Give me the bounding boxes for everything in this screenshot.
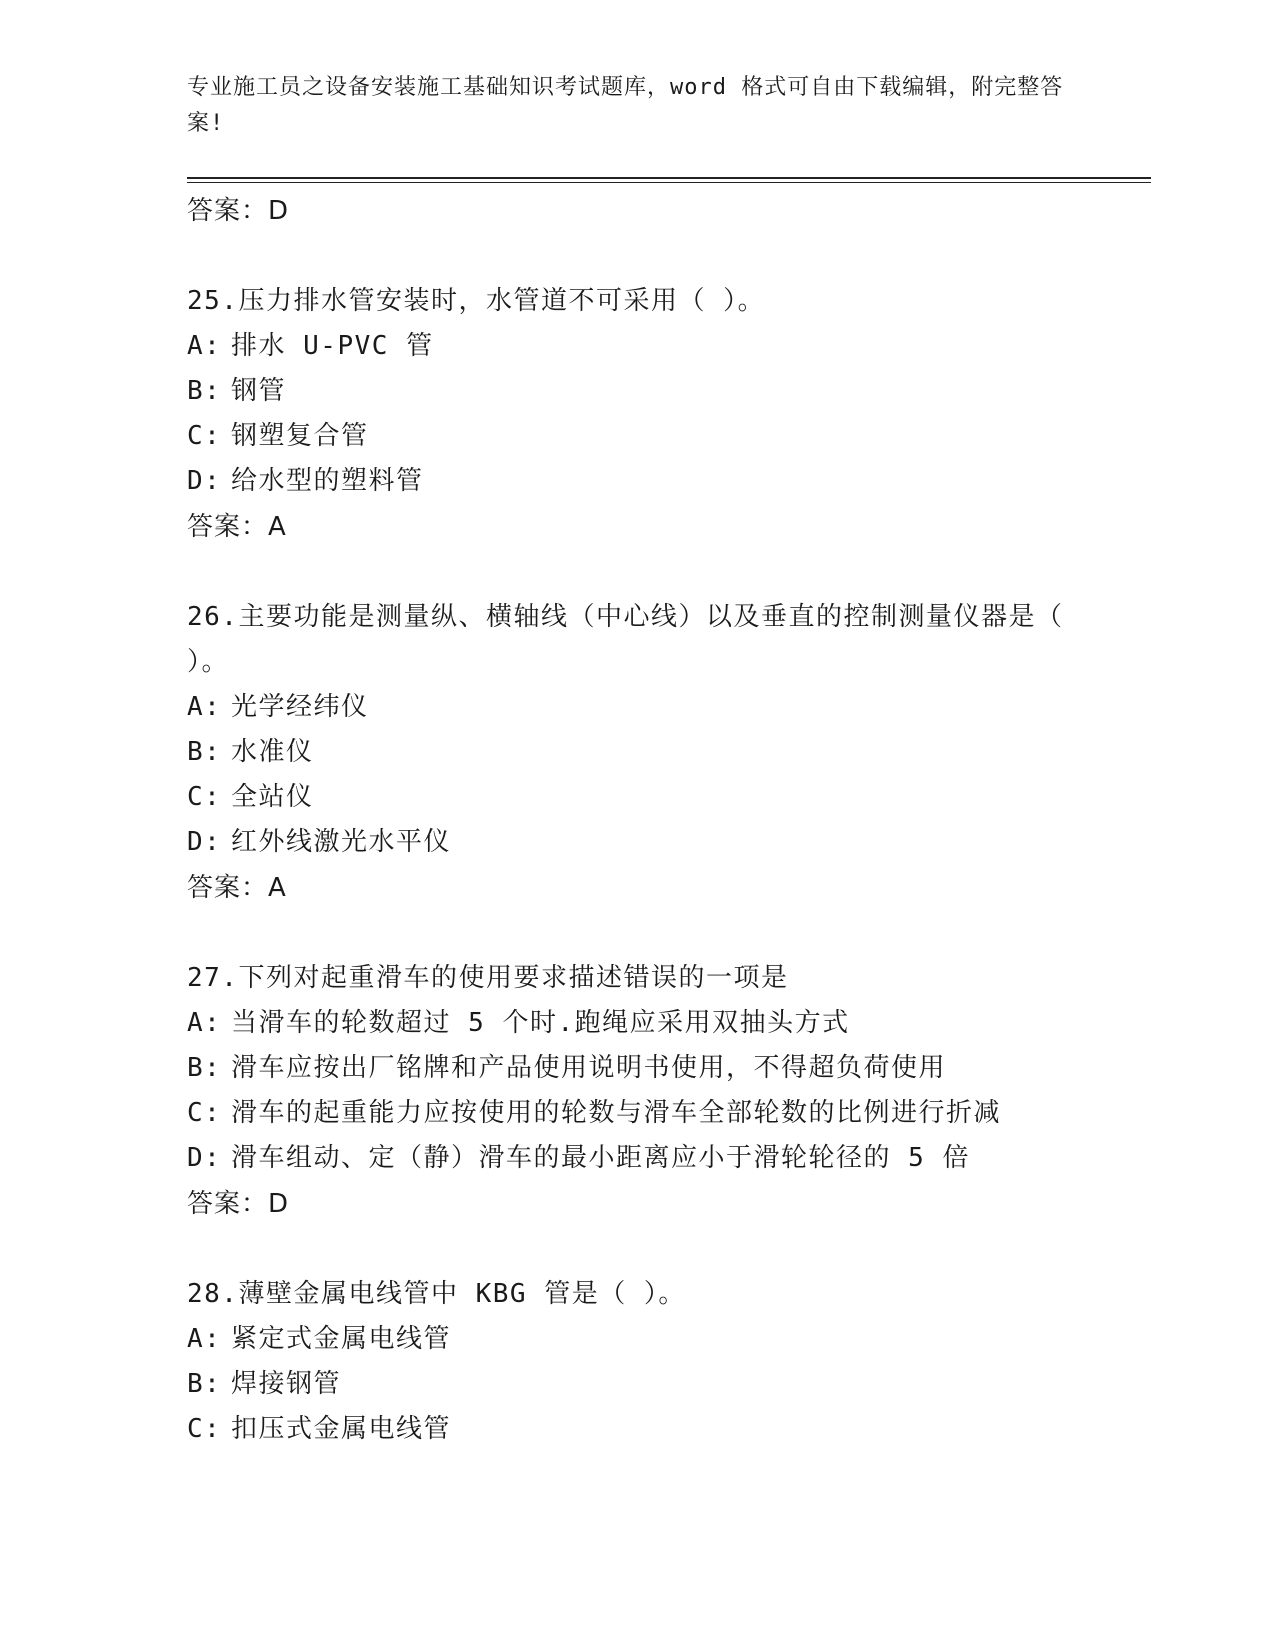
option-text: 当滑车的轮数超过 5 个时.跑绳应采用双抽头方式 [231,1008,850,1038]
question-number: 28. [187,1279,239,1309]
question-stem: 压力排水管安装时，水管道不可采用（ ）。 [238,286,766,316]
question-stem: 薄壁金属电线管中 KBG 管是（ ）。 [238,1279,686,1309]
option-a [187,1317,1147,1362]
answer-line [187,188,1147,234]
question-text [187,595,1087,685]
question-stem: 主要功能是测量纵、横轴线（中心线）以及垂直的控制测量仪器是（ ）。 [187,602,1064,677]
question-block [187,1272,1147,1452]
answer-label: 答案： [187,196,269,226]
option-letter: C: [187,421,222,451]
option-b [187,1362,1147,1407]
option-letter: D: [187,1143,222,1173]
option-d [187,820,1147,865]
answer-label: 答案： [187,873,269,903]
option-letter: C: [187,1098,222,1128]
option-b [187,1046,1147,1091]
question-text [187,956,1147,1001]
option-a [187,324,1147,369]
question-block [187,956,1147,1227]
answer-label: 答案： [187,1189,269,1219]
option-letter: B: [187,376,222,406]
answer-line [187,504,1147,550]
option-b [187,730,1147,775]
answer-line [187,1181,1147,1227]
header-rule-thick [187,177,1151,179]
question-list [187,188,1147,1452]
header-text: 专业施工员之设备安装施工基础知识考试题库，word 格式可自由下载编辑，附完整答案! [187,75,1064,136]
option-a [187,685,1147,730]
question-number: 27. [187,963,239,993]
option-text: 水准仪 [231,737,314,767]
option-text: 光学经纬仪 [231,692,369,722]
option-letter: A: [187,331,222,361]
question-text [187,1272,1147,1317]
option-text: 滑车组动、定（静）滑车的最小距离应小于滑轮轮径的 5 倍 [231,1143,970,1173]
question-block [187,279,1147,550]
question-text [187,279,1147,324]
document-header [187,70,1067,142]
option-text: 给水型的塑料管 [231,466,424,496]
answer-value: D [268,196,290,226]
option-letter: B: [187,737,222,767]
option-c [187,1407,1147,1452]
question-number: 26. [187,602,239,632]
option-d [187,459,1147,504]
question-number: 25. [187,286,239,316]
answer-line [187,865,1147,911]
option-letter: D: [187,827,222,857]
option-text: 钢塑复合管 [231,421,369,451]
answer-value: A [268,873,287,903]
answer-value: A [268,512,287,542]
option-d [187,1136,1147,1181]
answer-label: 答案： [187,512,269,542]
option-letter: A: [187,1324,222,1354]
option-letter: A: [187,1008,222,1038]
option-a [187,1001,1147,1046]
option-text: 全站仪 [231,782,314,812]
option-letter: C: [187,1414,222,1444]
option-letter: D: [187,466,222,496]
option-letter: B: [187,1053,222,1083]
option-letter: B: [187,1369,222,1399]
option-letter: A: [187,692,222,722]
header-rule-thin [187,182,1151,183]
option-text: 钢管 [231,376,287,406]
question-block [187,595,1147,911]
option-text: 红外线激光水平仪 [231,827,452,857]
option-text: 排水 U-PVC 管 [231,331,434,361]
option-text: 滑车应按出厂铭牌和产品使用说明书使用，不得超负荷使用 [231,1053,947,1083]
option-text: 扣压式金属电线管 [231,1414,452,1444]
question-stem: 下列对起重滑车的使用要求描述错误的一项是 [238,963,789,993]
option-c [187,414,1147,459]
option-text: 滑车的起重能力应按使用的轮数与滑车全部轮数的比例进行折减 [231,1098,1002,1128]
option-text: 焊接钢管 [231,1369,342,1399]
answer-value: D [268,1189,290,1219]
option-c [187,775,1147,820]
option-c [187,1091,1147,1136]
option-text: 紧定式金属电线管 [231,1324,452,1354]
option-b [187,369,1147,414]
option-letter: C: [187,782,222,812]
